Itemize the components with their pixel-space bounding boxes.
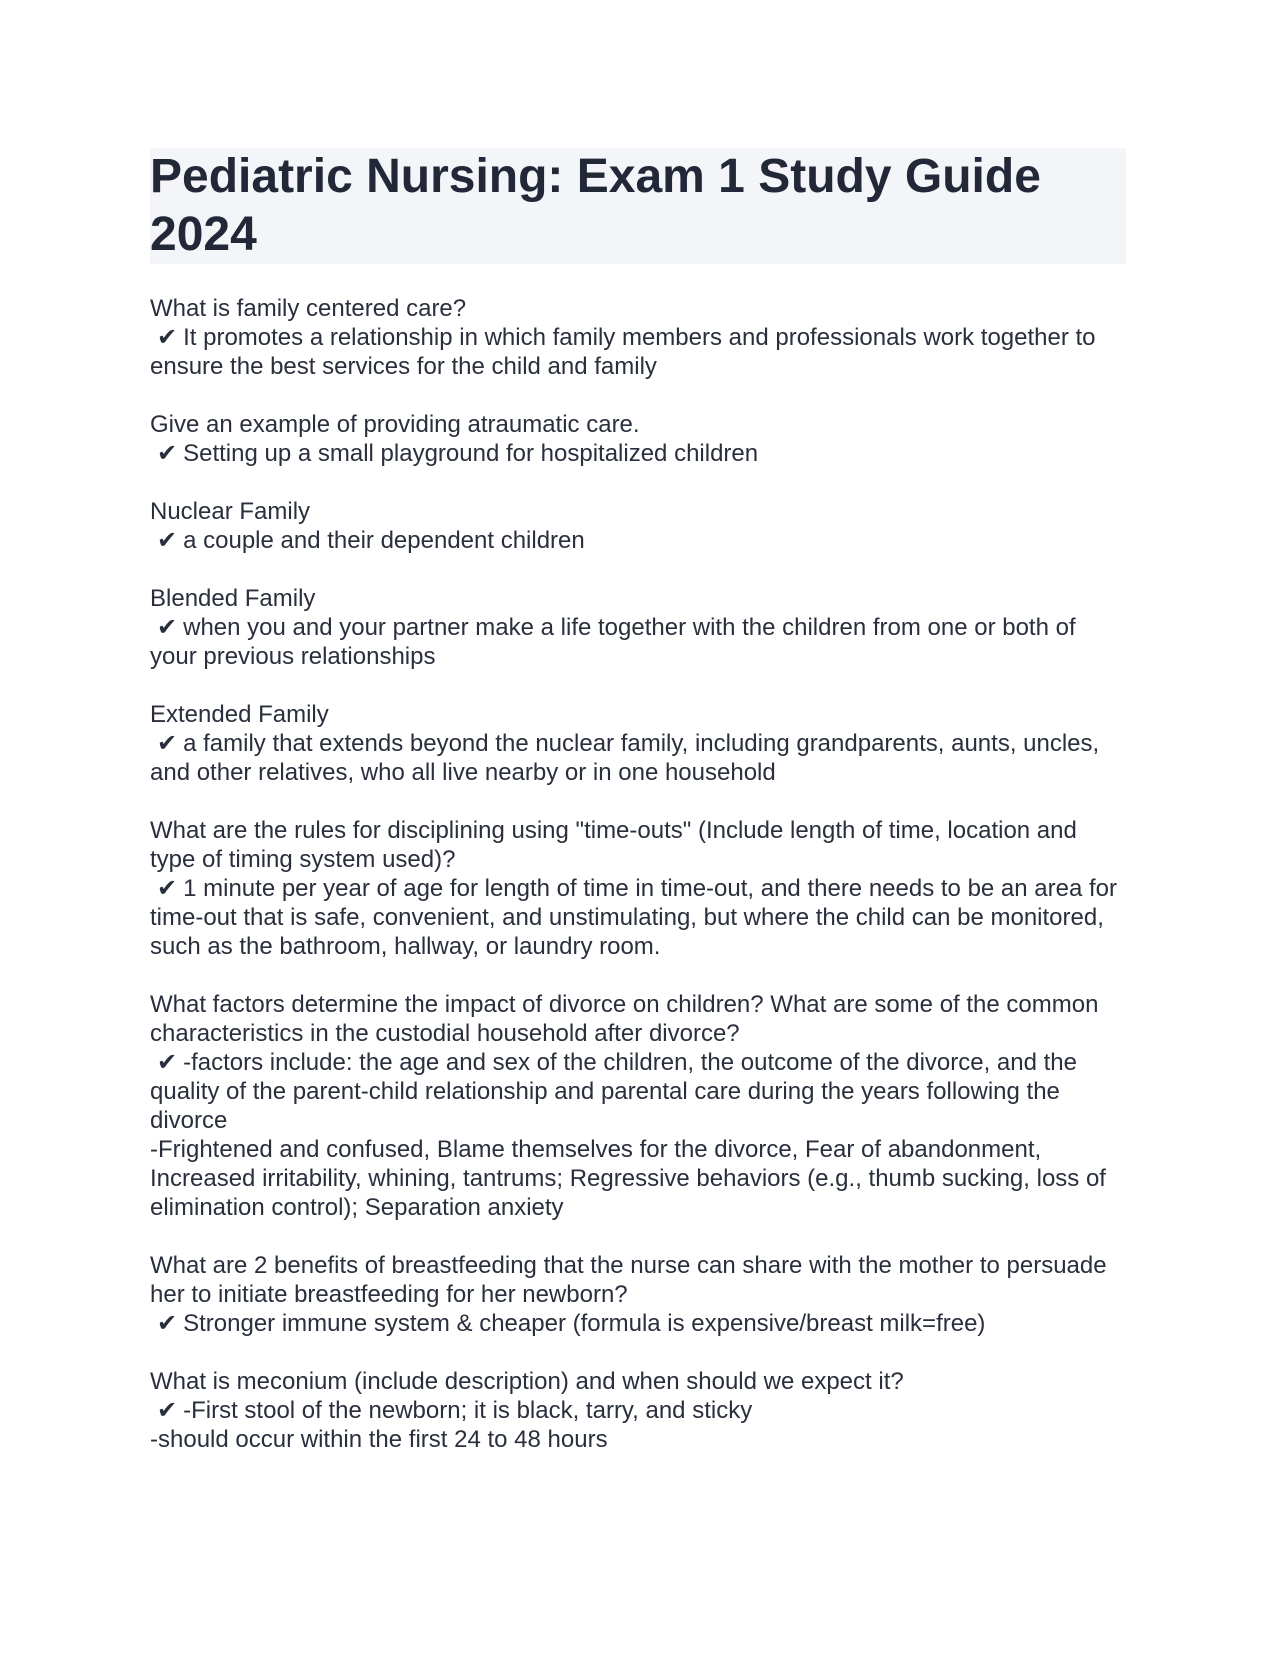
checkmark-icon: ✔ — [157, 440, 178, 467]
answer-line: a couple and their dependent children — [183, 527, 585, 554]
question-text: What are the rules for disciplining using "time-outs" (Include length of time, location and type of timing system used)? — [150, 817, 1077, 873]
question-text: Nuclear Family — [150, 498, 311, 525]
checkmark-icon: ✔ — [157, 527, 178, 554]
checkmark-icon: ✔ — [157, 324, 178, 351]
answer-line: Stronger immune system & cheaper (formula is expensive/breast milk=free) — [183, 1310, 986, 1337]
answer-text — [150, 439, 1126, 468]
answer-line: -should occur within the first 24 to 48 hours — [150, 1426, 608, 1453]
checkmark-icon: ✔ — [157, 614, 178, 641]
question-text: What are 2 benefits of breastfeeding that the nurse can share with the mother to persuade her to initiate breastfeeding for her newborn? — [150, 1252, 1107, 1308]
answer-text — [150, 1309, 1126, 1338]
qa-item — [150, 700, 1126, 787]
qa-item — [150, 990, 1126, 1222]
checkmark-icon: ✔ — [157, 875, 178, 902]
qa-item — [150, 816, 1126, 961]
qa-item — [150, 410, 1126, 468]
qa-item — [150, 584, 1126, 671]
document-title: Pediatric Nursing: Exam 1 Study Guide 2024 — [150, 150, 1041, 261]
answer-line: 1 minute per year of age for length of time in time-out, and there needs to be an area for time-out that is safe, convenient, and unstimulating, but where the child can be monitored, such as the bathroom, hallway, or laundry room. — [150, 875, 1117, 960]
qa-item — [150, 1251, 1126, 1338]
question-text: Blended Family — [150, 585, 316, 612]
answer-line: -Frightened and confused, Blame themselves for the divorce, Fear of abandonment, Increased irritability, whining, tantrums; Regressive behaviors (e.g., thumb sucking, loss of elimination control); Separation anxiety — [150, 1136, 1106, 1221]
answer-text — [150, 1135, 1126, 1222]
answer-line: -factors include: the age and sex of the children, the outcome of the divorce, and the quality of the parent-child relationship and parental care during the years following the divorce — [150, 1049, 1077, 1134]
question-text: Extended Family — [150, 701, 329, 728]
answer-text — [150, 874, 1126, 961]
answer-text — [150, 323, 1126, 381]
answer-line: -First stool of the newborn; it is black, tarry, and sticky — [183, 1397, 753, 1424]
answer-line: when you and your partner make a life together with the children from one or both of your previous relationships — [150, 614, 1076, 670]
qa-item — [150, 497, 1126, 555]
document-page — [150, 148, 1126, 1483]
checkmark-icon: ✔ — [157, 1049, 178, 1076]
qa-item — [150, 1367, 1126, 1454]
title-block — [150, 148, 1126, 264]
answer-line: a family that extends beyond the nuclear family, including grandparents, aunts, uncles, and other relatives, who all live nearby or in one household — [150, 730, 1100, 786]
question-text: What factors determine the impact of divorce on children? What are some of the common characteristics in the custodial household after divorce? — [150, 991, 1099, 1047]
answer-text — [150, 526, 1126, 555]
question-text: What is meconium (include description) and when should we expect it? — [150, 1368, 904, 1395]
checkmark-icon: ✔ — [157, 1397, 178, 1424]
answer-line: Setting up a small playground for hospitalized children — [183, 440, 759, 467]
answer-text — [150, 1048, 1126, 1135]
answer-text — [150, 1396, 1126, 1425]
answer-text — [150, 1425, 1126, 1454]
checkmark-icon: ✔ — [157, 1310, 178, 1337]
qa-item — [150, 294, 1126, 381]
checkmark-icon: ✔ — [157, 730, 178, 757]
answer-text — [150, 613, 1126, 671]
question-text: What is family centered care? — [150, 295, 467, 322]
qa-list — [150, 294, 1126, 1454]
answer-line: It promotes a relationship in which family members and professionals work together to ensure the best services for the child and family — [150, 324, 1096, 380]
answer-text — [150, 729, 1126, 787]
question-text: Give an example of providing atraumatic care. — [150, 411, 640, 438]
